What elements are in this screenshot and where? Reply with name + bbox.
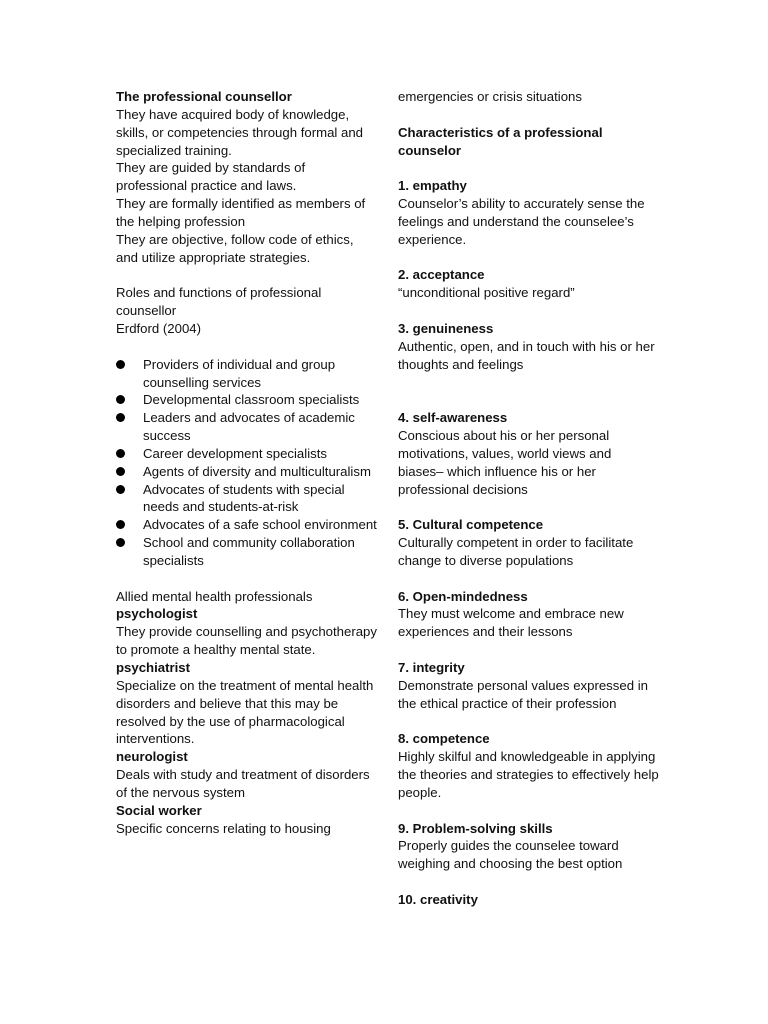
characteristic-desc: Counselor’s ability to accurately sense the feelings and understand the counselee’s experience.	[398, 196, 645, 247]
characteristic-desc: Conscious about his or her personal motivations, values, world views and biases– which influence his or her professional decisions	[398, 428, 612, 497]
left-column	[116, 88, 378, 837]
continuation-text: emergencies or crisis situations	[398, 89, 582, 104]
characteristic-desc: Culturally competent in order to facilitate change to diverse populations	[398, 535, 634, 568]
list-item	[116, 481, 378, 517]
role-text: Providers of individual and group counselling services	[143, 356, 336, 390]
characteristic-title: 6. Open-mindedness	[398, 588, 528, 604]
bullet-icon	[116, 360, 125, 369]
characteristic-title: 1. empathy	[398, 178, 467, 194]
roles-heading: Roles and functions of professional counsellor	[116, 285, 322, 319]
role-text: Advocates of students with special needs and students-at-risk	[143, 481, 345, 515]
role-text: Developmental classroom specialists	[143, 392, 360, 408]
list-item	[116, 445, 378, 463]
roles-list	[116, 356, 378, 570]
intro-line: They have acquired body of knowledge, skills, or competencies through formal and specialized training.	[116, 106, 364, 158]
bullet-icon	[116, 538, 125, 547]
list-item	[116, 356, 378, 392]
bullet-icon	[116, 467, 125, 476]
characteristic-title: 8. competence	[398, 731, 490, 747]
role-text: School and community collaboration specialists	[143, 535, 355, 568]
characteristic-desc: “unconditional positive regard”	[398, 285, 575, 301]
characteristic-title: 3. genuineness	[398, 320, 494, 336]
professional-name: psychologist	[116, 606, 198, 622]
list-item	[116, 409, 378, 445]
professional-desc: Deals with study and treatment of disorders of the nervous system	[116, 767, 370, 800]
list-item	[116, 463, 378, 481]
list-item	[116, 391, 378, 409]
role-text: Leaders and advocates of academic success	[143, 410, 355, 444]
bullet-icon	[116, 413, 125, 422]
professional-desc: They provide counselling and psychotherapy to promote a healthy mental state.	[116, 624, 377, 658]
professional-desc: Specific concerns relating to housing	[116, 820, 331, 836]
roles-source: Erdford (2004)	[116, 320, 202, 336]
professional-name: neurologist	[116, 749, 188, 765]
role-text: Agents of diversity and multiculturalism	[143, 463, 371, 479]
role-text: Advocates of a safe school environment	[143, 517, 377, 533]
characteristic-title: 9. Problem-solving skills	[398, 820, 553, 836]
characteristic-desc: Demonstrate personal values expressed in the ethical practice of their profession	[398, 677, 648, 711]
characteristic-desc: Authentic, open, and in touch with his or her thoughts and feelings	[398, 338, 655, 372]
allied-heading: Allied mental health professionals	[116, 588, 313, 604]
intro-line: They are guided by standards of professional practice and laws.	[116, 160, 306, 194]
professional-name: psychiatrist	[116, 660, 191, 675]
professional-name: Social worker	[116, 802, 202, 818]
list-item	[116, 516, 378, 534]
characteristic-title: 2. acceptance	[398, 267, 485, 283]
section-title: The professional counsellor	[116, 89, 292, 104]
characteristic-desc: Properly guides the counselee toward weighing and choosing the best option	[398, 838, 623, 872]
characteristic-desc: Highly skilful and knowledgeable in applying the theories and strategies to effectively help people.	[398, 749, 659, 800]
role-text: Career development specialists	[143, 445, 327, 461]
characteristics-heading: Characteristics of a professional counselor	[398, 124, 603, 158]
bullet-icon	[116, 449, 125, 458]
characteristic-title: 4. self-awareness	[398, 410, 508, 426]
list-item	[116, 534, 378, 570]
intro-line: They are formally identified as members of the helping profession	[116, 196, 366, 229]
bullet-icon	[116, 520, 125, 529]
right-column	[398, 88, 660, 909]
characteristic-title: 10. creativity	[398, 891, 478, 907]
characteristic-title: 5. Cultural competence	[398, 517, 544, 533]
intro-line: They are objective, follow code of ethics, and utilize appropriate strategies.	[116, 231, 354, 265]
bullet-icon	[116, 485, 125, 494]
professional-desc: Specialize on the treatment of mental health disorders and believe that this may be resolved by the use of pharmacological interventions.	[116, 677, 374, 747]
characteristic-desc: They must welcome and embrace new experiences and their lessons	[398, 606, 624, 640]
bullet-icon	[116, 395, 125, 404]
characteristic-title: 7. integrity	[398, 660, 465, 675]
